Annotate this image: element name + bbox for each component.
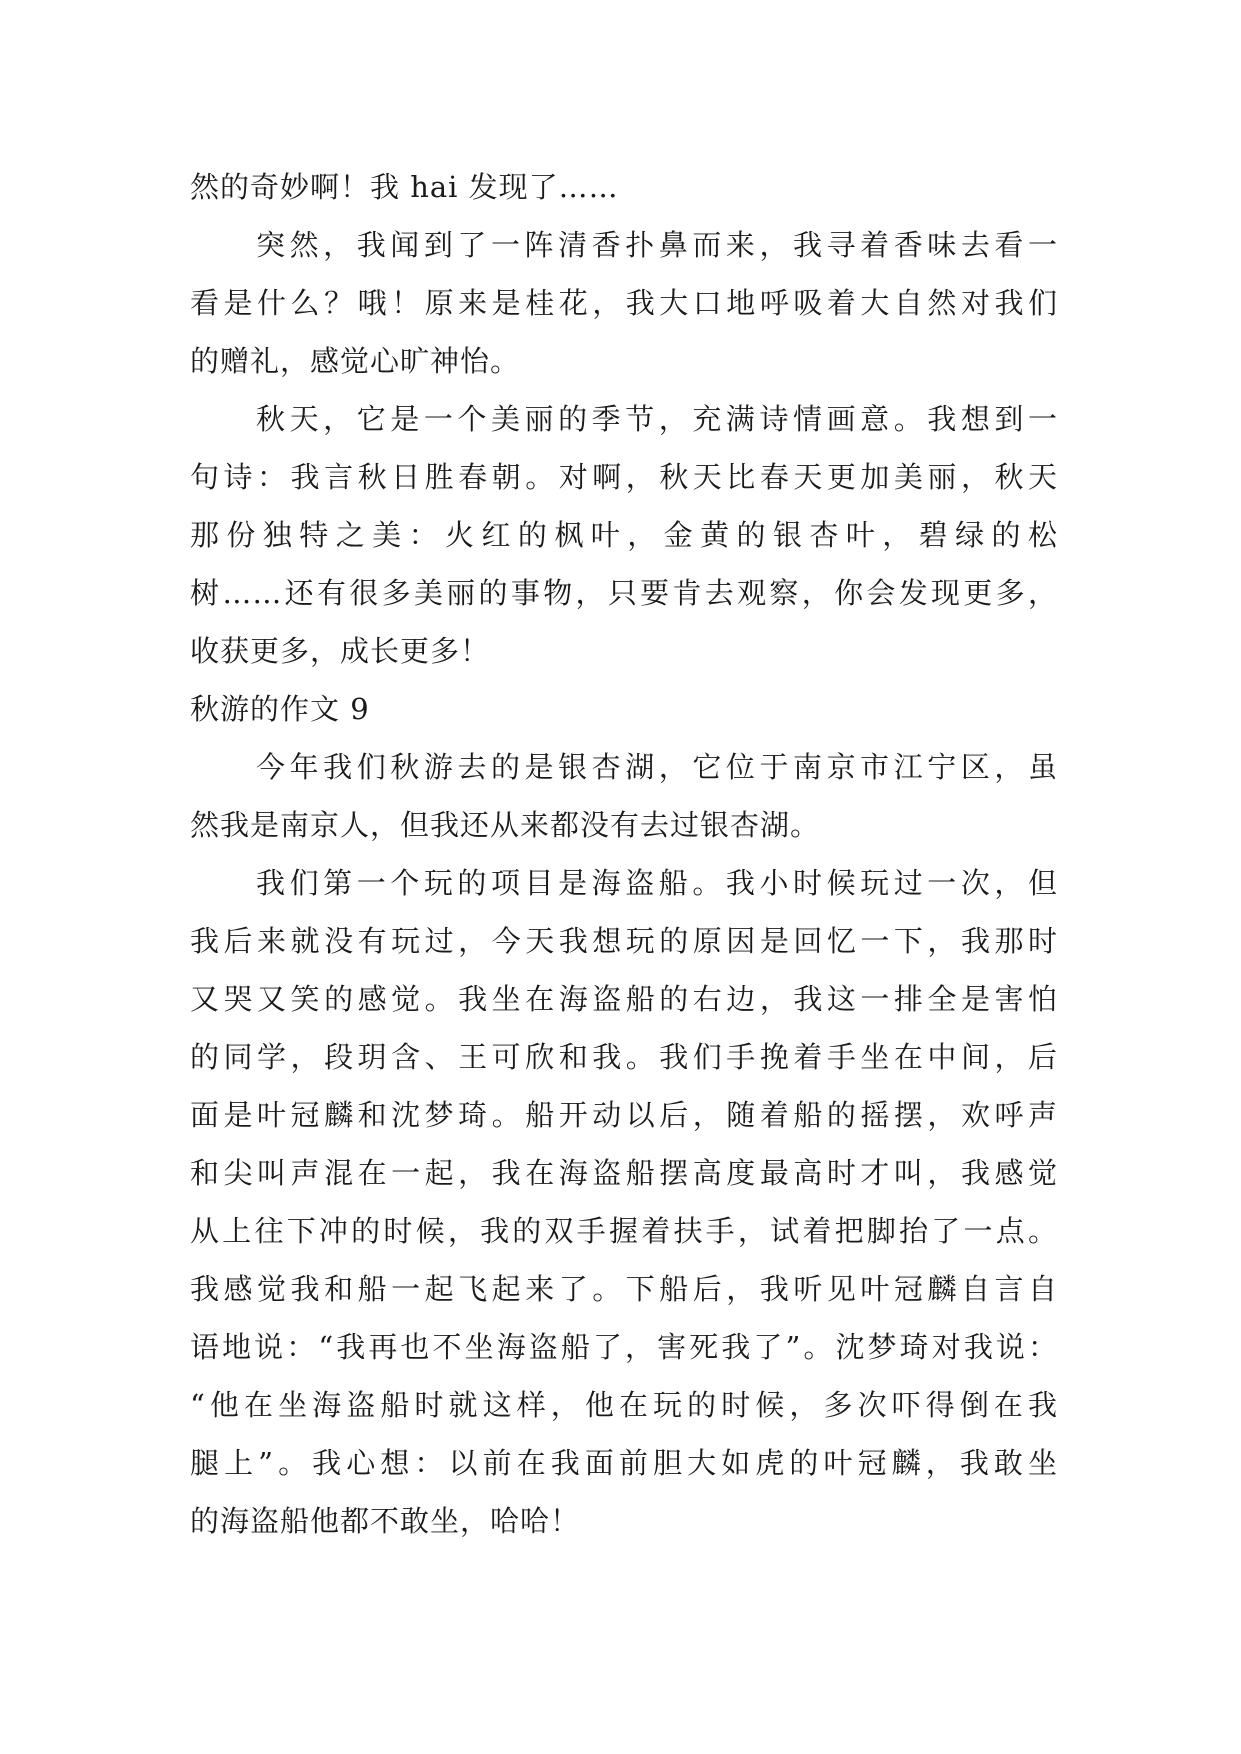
section-heading: 秋游的作文 9 <box>190 692 370 726</box>
text-line: 腿上”。我心想：以前在我面前胆大如虎的叶冠麟，我敢坐 <box>190 1446 1058 1480</box>
text-line: 的赠礼，感觉心旷神怡。 <box>190 344 521 378</box>
text-line: 秋天，它是一个美丽的季节，充满诗情画意。我想到一 <box>256 402 1058 436</box>
text-line: 我感觉我和船一起飞起来了。下船后，我听见叶冠麟自言自 <box>190 1272 1058 1306</box>
text-line: 然的奇妙啊！我 hai 发现了…… <box>190 170 619 204</box>
text-line: 那份独特之美：火红的枫叶，金黄的银杏叶，碧绿的松 <box>190 518 1058 552</box>
text-line: 突然，我闻到了一阵清香扑鼻而来，我寻着香味去看一 <box>256 228 1058 262</box>
text-line: 的同学，段玥含、王可欣和我。我们手挽着手坐在中间，后 <box>190 1040 1058 1074</box>
document-body <box>190 158 1058 1550</box>
text-line: “他在坐海盗船时就这样，他在玩的时候，多次吓得倒在我 <box>190 1388 1058 1422</box>
text-line: 句诗：我言秋日胜春朝。对啊，秋天比春天更加美丽，秋天 <box>190 460 1058 494</box>
text-line: 又哭又笑的感觉。我坐在海盗船的右边，我这一排全是害怕 <box>190 982 1058 1016</box>
text-line: 我后来就没有玩过，今天我想玩的原因是回忆一下，我那时 <box>190 924 1058 958</box>
text-line: 我们第一个玩的项目是海盗船。我小时候玩过一次，但 <box>256 866 1058 900</box>
text-line: 看是什么？哦！原来是桂花，我大口地呼吸着大自然对我们 <box>190 286 1058 320</box>
text-line: 的海盗船他都不敢坐，哈哈！ <box>190 1504 581 1538</box>
text-line: 语地说：“我再也不坐海盗船了，害死我了”。沈梦琦对我说： <box>190 1330 1058 1364</box>
text-line: 今年我们秋游去的是银杏湖，它位于南京市江宁区，虽 <box>256 750 1058 784</box>
text-line: 和尖叫声混在一起，我在海盗船摆高度最高时才叫，我感觉 <box>190 1156 1058 1190</box>
text-line: 收获更多，成长更多！ <box>190 634 491 668</box>
text-line: 然我是南京人，但我还从来都没有去过银杏湖。 <box>190 808 821 842</box>
text-line: 从上往下冲的时候，我的双手握着扶手，试着把脚抬了一点。 <box>190 1214 1058 1248</box>
text-line: 树……还有很多美丽的事物，只要肯去观察，你会发现更多， <box>190 576 1058 610</box>
text-line: 面是叶冠麟和沈梦琦。船开动以后，随着船的摇摆，欢呼声 <box>190 1098 1058 1132</box>
